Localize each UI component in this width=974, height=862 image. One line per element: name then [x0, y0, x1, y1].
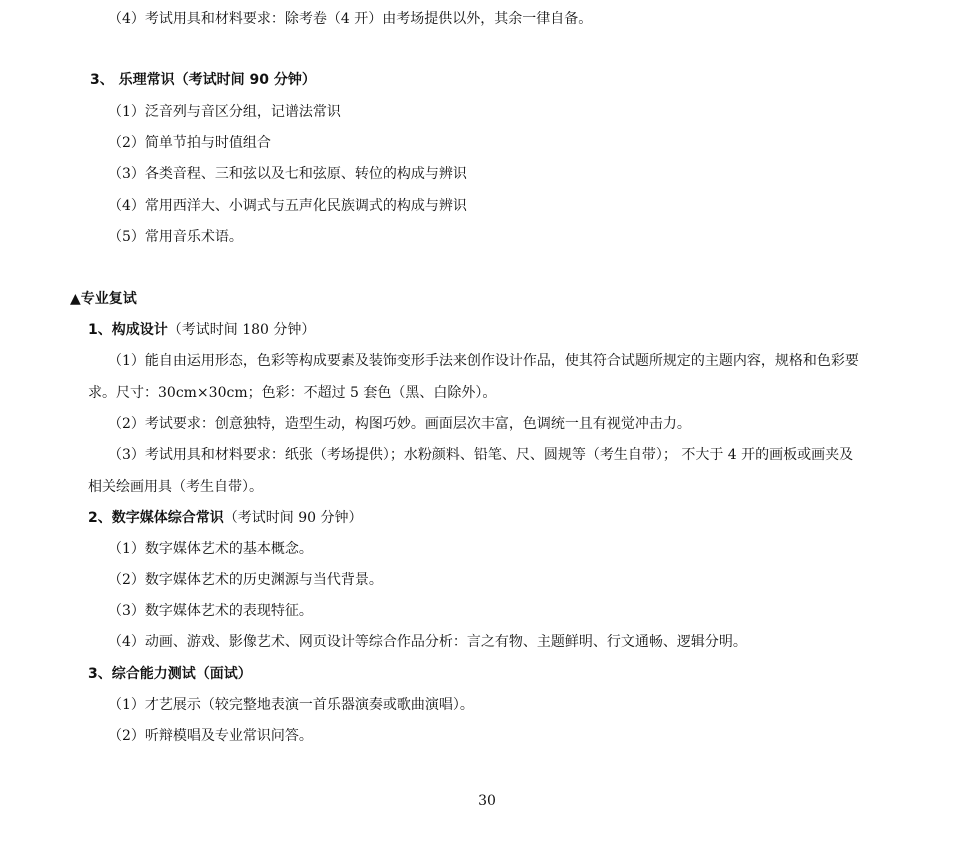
theory-item-3: （3）各类音程、三和弦以及七和弦原、转位的构成与辨识: [108, 166, 467, 182]
design-item-3-line-1: （3）考试用具和材料要求：纸张（考场提供）；水粉颜料、铅笔、尺、圆规等（考生自带）； 不大于 4 开的画板或画夹及: [108, 447, 854, 463]
media-item-2: （2）数字媒体艺术的历史渊源与当代背景。: [108, 572, 383, 588]
design-item-2: （2）考试要求：创意独特，造型生动，构图巧妙。画面层次丰富，色调统一且有视觉冲击力。: [108, 416, 691, 432]
media-item-3: （3）数字媒体艺术的表现特征。: [108, 603, 313, 619]
media-item-1: （1）数字媒体艺术的基本概念。: [108, 541, 313, 557]
exam-tools-item: （4）考试用具和材料要求：除考卷（4 开）由考场提供以外，其余一律自备。: [108, 11, 593, 27]
design-title: [88, 320, 315, 340]
design-item-3-line-2: 相关绘画用具（考生自带）。: [88, 479, 263, 495]
design-item-1-line-1: （1）能自由运用形态，色彩等构成要素及装饰变形手法来创作设计作品，使其符合试题所规定的主题内容，规格和色彩要: [108, 353, 859, 369]
theory-heading: 3、 乐理常识（考试时间 90 分钟）: [90, 72, 316, 88]
theory-item-1: （1）泛音列与音区分组，记谱法常识: [108, 104, 341, 120]
design-title-duration: （考试时间 180 分钟）: [167, 322, 316, 338]
media-title-bold: 2、数字媒体综合常识: [88, 510, 224, 526]
ability-title: 3、综合能力测试（面试）: [88, 666, 252, 682]
ability-item-1: （1）才艺展示（较完整地表演一首乐器演奏或歌曲演唱）。: [108, 697, 474, 713]
theory-item-4: （4）常用西洋大、小调式与五声化民族调式的构成与辨识: [108, 198, 467, 214]
theory-item-2: （2）简单节拍与时值组合: [108, 135, 271, 151]
media-title-duration: （考试时间 90 分钟）: [223, 510, 363, 526]
media-item-4: （4）动画、游戏、影像艺术、网页设计等综合作品分析：言之有物、主题鲜明、行文通畅、逻辑分明。: [108, 634, 747, 650]
design-item-1-line-2: 求。尺寸：30cm×30cm；色彩：不超过 5 套色（黑、白除外）。: [88, 385, 497, 401]
page-number: 30: [478, 793, 496, 809]
retest-heading: ▲专业复试: [70, 291, 137, 307]
ability-item-2: （2）听辩模唱及专业常识问答。: [108, 728, 313, 744]
design-title-bold: 1、构成设计: [88, 322, 168, 338]
media-title: [88, 508, 362, 528]
theory-item-5: （5）常用音乐术语。: [108, 229, 243, 245]
